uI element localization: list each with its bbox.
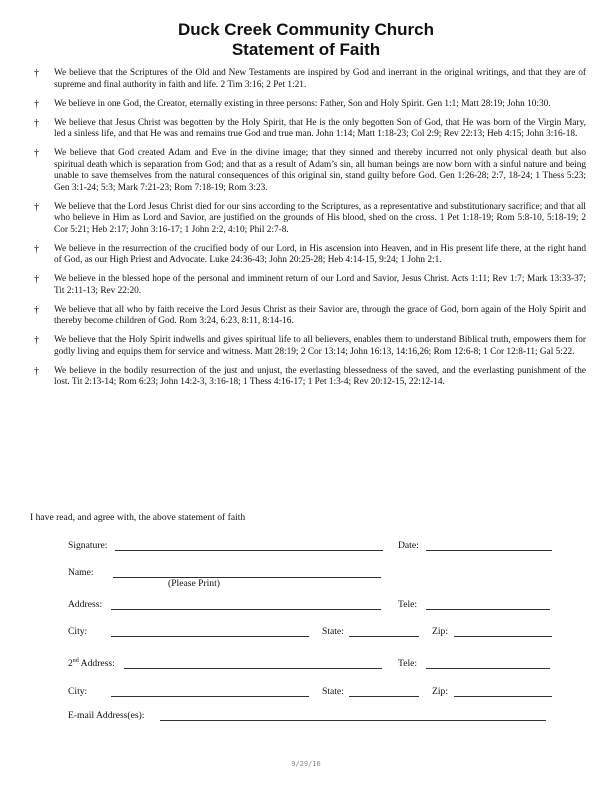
beliefs-list [30, 68, 586, 396]
belief-item [30, 335, 586, 358]
city-field[interactable] [111, 626, 309, 637]
belief-item [30, 202, 586, 237]
date-label: Date: [398, 540, 419, 551]
belief-item [30, 274, 586, 297]
zip-label: Zip: [432, 626, 448, 637]
belief-text: We believe that the Holy Spirit indwells and gives spiritual life to all believers, enables them to understand Biblical truth, empowers them for godly living and equips them for service and witness. Matt 28:19; 2 Cor 13:14; John 16:13, 14:16,26; Rom 12:6-8; 1 Cor 12:8-11; Gal 5:22. [54, 335, 586, 357]
state2-label: State: [322, 686, 344, 697]
email-field[interactable] [160, 710, 546, 721]
address-field[interactable] [111, 599, 381, 610]
belief-item [30, 99, 586, 111]
state-label: State: [322, 626, 344, 637]
second-address-sup: nd [72, 658, 79, 664]
belief-text: We believe that all who by faith receive the Lord Jesus Christ as their Savior are, through the grace of God, born again of the Holy Spirit and thereby become children of God. Rom 3:24, 6:23, 8:11, 8:14-16. [54, 304, 586, 326]
belief-item [30, 118, 586, 141]
second-address-label [68, 658, 115, 669]
cross-icon: † [34, 274, 39, 285]
second-address-field[interactable] [124, 658, 382, 669]
tele2-label: Tele: [398, 658, 418, 669]
second-address-prefix: 2 [68, 658, 73, 670]
belief-text: We believe that God created Adam and Eve in the divine image; that they sinned and thereby incurred not only physical death but also spiritual death which is separation from God; and that as a result of Adam’s sin, all human beings are now born with a sinful nature and being unable to save themselves from the natural consequences of this original sin, stand guilty before God. Gen 1:26-28; 2:7, 18-24; 1 Thess 5:23; Gen 3:1-24; 5:3; Mark 7:21-23; Rom 7:18-19; Rom 3:23. [54, 148, 586, 193]
cross-icon: † [34, 304, 39, 316]
cross-icon: † [34, 117, 39, 129]
name-label: Name: [68, 567, 94, 578]
cross-icon: † [34, 243, 39, 255]
cross-icon: † [34, 365, 39, 377]
cross-icon: † [34, 68, 39, 79]
date-field[interactable] [426, 540, 552, 551]
cross-icon: † [34, 98, 39, 110]
address-label: Address: [68, 599, 103, 610]
belief-text: We believe in the bodily resurrection of the just and unjust, the everlasting blessedness of the saved, and the everlasting punishment of the lost. Tit 2:13-14; Rom 6:23; John 14:2-3, 3:16-18; 1 Thess 4:16-17; 1 Pet 1:3-4; Rev 20:12-15, 22:12-14. [54, 365, 586, 387]
state-field[interactable] [349, 626, 419, 637]
tele-label: Tele: [398, 599, 418, 610]
second-address-text: Address: [78, 658, 115, 670]
tele2-field[interactable] [426, 658, 550, 669]
signature-label: Signature: [68, 540, 108, 551]
zip2-field[interactable] [454, 686, 552, 697]
belief-text: We believe that the Lord Jesus Christ died for our sins according to the Scriptures, as a representative and substitutionary sacrifice; and that all who believe in Him as Lord and Savior, are justified on the grounds of His blood, shed on the cross. 1 Pet 1:18-19; Rom 5:8-10, 5:18-19; 2 Cor 5:21; Heb 2:17; John 3:16-17; 1 John 2:2, 4:10; Phil 2:7-8. [54, 201, 586, 235]
belief-text: We believe in the resurrection of the crucified body of our Lord, in His ascension into Heaven, and in His present life there, at the right hand of God, as our High Priest and Advocate. Luke 24:36-43; John 20:25-28; Heb 4:14-15, 9:24; 1 John 2:1. [54, 243, 586, 265]
agreement-statement: I have read, and agree with, the above statement of faith [30, 512, 246, 523]
cross-icon: † [34, 148, 39, 159]
belief-item [30, 305, 586, 328]
name-field[interactable] [113, 567, 381, 578]
belief-text: We believe in one God, the Creator, eternally existing in three persons: Father, Son and Holy Spirit. Gen 1:1; Matt 28:19; John 10:30. [54, 98, 551, 109]
email-label: E-mail Address(es): [68, 710, 145, 721]
belief-text: We believe that Jesus Christ was begotten by the Holy Spirit, that He is the only begotten Son of God, that He was born of the Virgin Mary, led a sinless life, and that He was and remains true God and true man. John 1:14; Matt 1:18-23; Col 2:9; Rev 22:13; Heb 4:15; John 3:16-18. [54, 117, 586, 139]
belief-item [30, 244, 586, 267]
zip-field[interactable] [454, 626, 552, 637]
document-title: Statement of Faith [231, 40, 381, 59]
zip2-label: Zip: [432, 686, 448, 697]
belief-item [30, 148, 586, 194]
cross-icon: † [34, 201, 39, 213]
belief-text: We believe in the blessed hope of the personal and imminent return of our Lord and Savior, Jesus Christ. Acts 1:11; Rev 1:7; Mark 13:33-37; Tit 2:11-13; Rev 22:20. [54, 274, 586, 296]
city2-field[interactable] [111, 686, 309, 697]
belief-item [30, 68, 586, 91]
cross-icon: † [34, 335, 39, 346]
signature-field[interactable] [115, 540, 383, 551]
city-label: City: [68, 626, 88, 637]
tele-field[interactable] [426, 599, 550, 610]
please-print-note: (Please Print) [168, 578, 220, 589]
footer-date: 9/29/16 [291, 760, 321, 768]
church-name-title: Duck Creek Community Church [178, 20, 434, 39]
belief-text: We believe that the Scriptures of the Old and New Testaments are inspired by God and inerrant in the original writings, and that they are of supreme and final authority in faith and life. 2 Tim 3:16; 2 Pet 1:21. [54, 68, 586, 90]
state2-field[interactable] [349, 686, 419, 697]
city2-label: City: [68, 686, 88, 697]
belief-item [30, 366, 586, 389]
